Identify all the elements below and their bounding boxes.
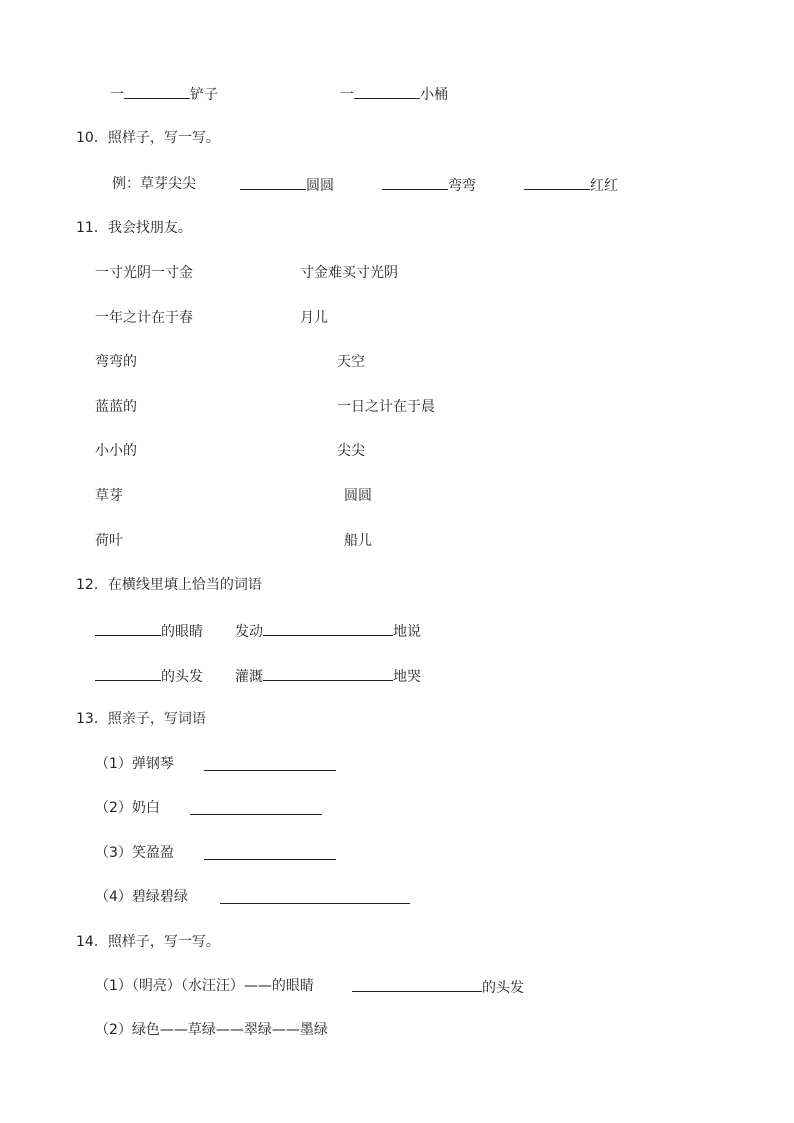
q13-item: （4）碧绿碧绿 (95, 889, 188, 905)
blank-input[interactable] (352, 977, 482, 992)
blank-input[interactable] (124, 84, 190, 99)
q10-example: 例：草芽尖尖 (112, 176, 196, 192)
blank-input[interactable] (204, 756, 336, 771)
q10-item: 圆圆 (240, 175, 334, 195)
q14-item-1a: （1）（明亮）（水汪汪）——的眼睛 (95, 978, 314, 994)
q12-row-2a: 的头发 (95, 666, 203, 686)
top-row-a: 一 铲子 (110, 84, 218, 104)
q13-item: （2）奶白 (95, 800, 160, 816)
blank-input[interactable] (190, 800, 322, 815)
q11-left-item: 一年之计在于春 (95, 310, 193, 326)
blank-input[interactable] (220, 889, 410, 904)
blank-input[interactable] (240, 175, 306, 190)
q14-item-2: （2）绿色——草绿——翠绿——墨绿 (95, 1022, 328, 1038)
blank-input[interactable] (354, 84, 420, 99)
q11-left-item: 蓝蓝的 (95, 399, 137, 415)
question-10-title: 10．照样子，写一写。 (76, 130, 220, 146)
q11-left-item: 荷叶 (95, 533, 123, 549)
q11-right-item: 尖尖 (337, 443, 365, 459)
q11-right-item: 寸金难买寸光阴 (300, 265, 398, 281)
blank-input[interactable] (263, 666, 393, 681)
q14-item-1b: 的头发 (352, 977, 524, 997)
question-11-title: 11．我会找朋友。 (76, 220, 192, 236)
blank-input[interactable] (95, 621, 161, 636)
blank-input[interactable] (204, 845, 336, 860)
blank-input[interactable] (382, 175, 448, 190)
q11-right-item: 船儿 (344, 533, 372, 549)
q11-right-item: 天空 (337, 354, 365, 370)
question-13-title: 13．照亲子，写词语 (76, 711, 206, 727)
top-row-b: 一 小桶 (340, 84, 448, 104)
q11-left-item: 弯弯的 (95, 354, 137, 370)
question-12-title: 12．在横线里填上恰当的词语 (76, 577, 262, 593)
blank-input[interactable] (95, 666, 161, 681)
q11-right-item: 一日之计在于晨 (337, 399, 435, 415)
q11-left-item: 一寸光阴一寸金 (95, 265, 193, 281)
q12-row-1b: 发动 地说 (235, 621, 421, 641)
q13-item: （1）弹钢琴 (95, 756, 174, 772)
q10-item: 红红 (524, 175, 618, 195)
q13-item: （3）笑盈盈 (95, 845, 174, 861)
blank-input[interactable] (524, 175, 590, 190)
q12-row-2b: 灌溉 地哭 (235, 666, 421, 686)
question-14-title: 14．照样子，写一写。 (76, 934, 220, 950)
q11-left-item: 小小的 (95, 443, 137, 459)
q11-left-item: 草芽 (95, 488, 123, 504)
q11-right-item: 月儿 (300, 310, 328, 326)
q11-right-item: 圆圆 (344, 488, 372, 504)
q10-item: 弯弯 (382, 175, 476, 195)
q12-row-1a: 的眼睛 (95, 621, 203, 641)
blank-input[interactable] (263, 621, 393, 636)
